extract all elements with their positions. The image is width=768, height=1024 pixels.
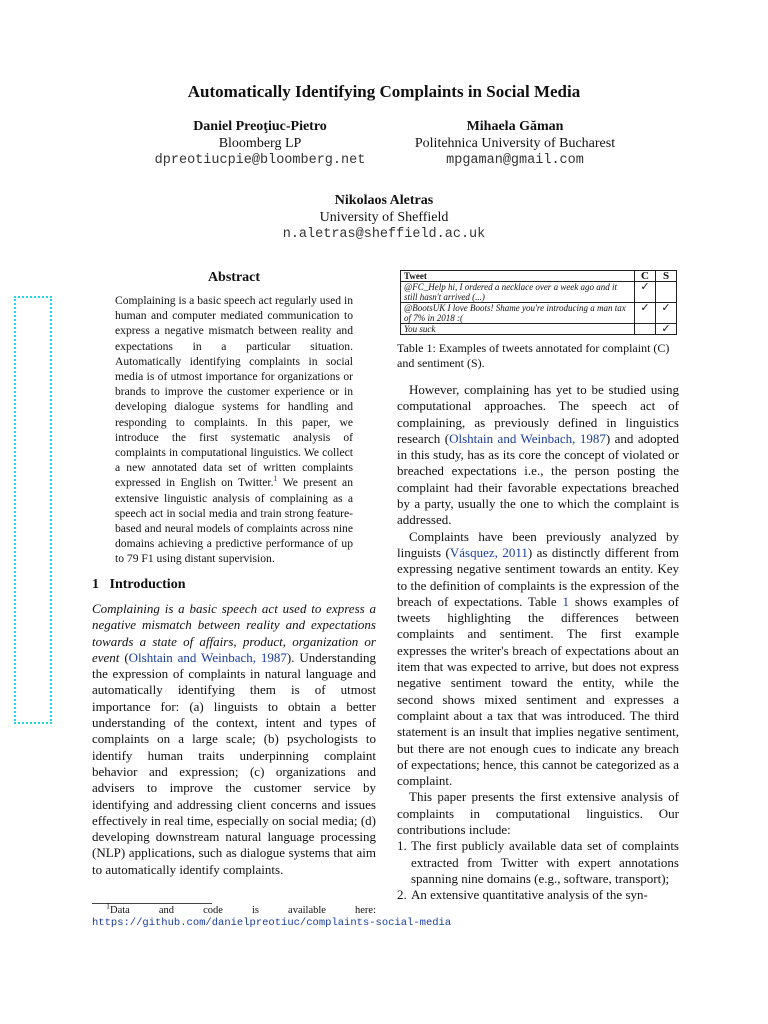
sentiment-check: ✓ [656,303,677,324]
complaint-check: ✓ [635,282,656,303]
paragraph-text: However, complaining has yet to be studied using computational approaches. The speech act of complaining, as previously defined in linguistics research ( [397,382,679,446]
paragraph-text: shows examples of tweets highlighting the differences between complaints and sentiment. The first example expresses the writer's breach of expectations about an item that was expected to arrive, but does not express negative sentiment toward the entity, while the second shows mixed sentiment and expresses a complaint about a tax that was introduced. The third statement is an insult that implies negative sentiment, but there are not enough cues to indicate any breach of expectations; hence, this cannot be categorized as a complaint. [397,593,679,789]
author-name: Daniel Preoţiuc-Pietro [193,119,327,134]
footnote-text: Data and code is available here: [110,905,376,916]
footnote-number: 1 [106,901,110,911]
list-item [397,887,679,903]
abstract-text: We present an extensive linguistic analysis of complaining as a speech act in social media and train strong feature-based and neural models of complaints across nine domains achieving a predictive performance of up to 79 F1 using distant supervision. [115,476,353,566]
paragraph [397,529,679,790]
table-row [401,282,677,303]
abstract-heading: Abstract [207,270,261,285]
list-text: An extensive quantitative analysis of the syn- [411,887,648,903]
footnote-divider [92,903,212,904]
author-name: Nikolaos Aletras [334,193,434,208]
sentiment-check [656,282,677,303]
paragraph-text: ) as distinctly different from expressing negative sentiment towards an entity. Key to the definition of complaints is the expression of the breach of expectations. Table [397,544,679,609]
abstract-text: Complaining is a basic speech act regularly used in human and computer mediated communication to express a negative mismatch between reality and expectations in a particular situation. Automatically identifying complaints in social media is of utmost importance for organizations or brands to improve the customer experience or in developing dialogue systems for handling and responding to complaints. In this paper, we introduce the first systematic analysis of complaints in computational linguistics. We collect a new annotated data set of written complaints expressed in English on Twitter. [115,294,353,490]
paragraph-text: Complaints have been previously analyzed by linguists ( [397,528,679,560]
abstract-body [115,293,353,567]
author-email: dpreotiucpie@bloomberg.net [154,153,366,168]
author-email: n.aletras@sheffield.ac.uk [282,227,486,242]
tweets-table [400,270,677,335]
table-header-row [401,271,677,282]
right-column [397,382,679,904]
citation-link[interactable]: Vásquez, 2011 [449,544,528,560]
section-title: Introduction [109,577,186,592]
author-block [234,192,534,243]
footnote-url[interactable]: https://github.com/danielpreotiuc/complaints-social-media [92,917,452,929]
table-row [401,324,677,335]
complaint-check: ✓ [635,303,656,324]
paper-title: Automatically Identifying Complaints in Social Media [187,82,581,101]
table-caption: Table 1: Examples of tweets annotated for complaint (C) and sentiment (S). [397,341,670,370]
author-email: mpgaman@gmail.com [446,153,584,168]
citation-link[interactable]: Olshtain and Weinbach, 1987 [128,649,287,665]
complaint-check [635,324,656,335]
table-header: C [635,271,656,282]
footnote [92,901,452,929]
section-heading [92,577,185,593]
author-affiliation: University of Sheffield [319,210,449,225]
author-affiliation: Bloomberg LP [218,136,302,151]
section-number: 1 [92,577,99,592]
paragraph: This paper presents the first extensive analysis of complaints in computational linguistics. Our contributions include: [397,789,679,838]
selection-box [14,296,52,724]
intro-paragraph: Complaining is a basic speech act used to express a negative mismatch between reality and expectations towards a state of affairs, product, organization or event (Olshtain and Weinbach, 1987). Understanding the expression of complaints in natural language and automatically identifying them is of utmost importance for: (a) linguists to obtain a better understanding of the context, intent and types of complaints on a large scale; (b) psychologists to identify human traits underpinning complaint behavior and expression; (c) organizations and advisers to improve the customer service by identifying and addressing client concerns and issues effectively in real time, especially on social media; (d) developing downstream natural language processing (NLP) applications, such as dialogue systems that aim to automatically identify complaints. [92,601,376,877]
table-row [401,303,677,324]
table-ref-link[interactable]: 1 [562,593,570,609]
paragraph-text: ) and adopted in this study, has as its core the concept of violated or breached expectations i.e., the person posting the complaint had their favorable expectations breached by a party, usually the one to which the complaint is addressed. [397,430,679,528]
table-header: S [656,271,677,282]
tweet-cell: @BootsUK I love Boots! Shame you're introducing a man tax of 7% in 2018 :( [401,303,635,324]
table-header: Tweet [401,271,635,282]
author-block [130,118,390,169]
citation-link[interactable]: Olshtain and Weinbach, 1987 [449,430,606,446]
complaint-definition: Complaining is a basic speech act used to express a negative mismatch between reality and expectations towards a state of affairs, product, organization or event [92,601,376,665]
tweet-cell: @FC_Help hi, I ordered a necklace over a week ago and it still hasn't arrived (...) [401,282,635,303]
list-number: 1. [397,838,407,854]
list-item [397,838,679,887]
intro-text: Understanding the expression of complaints in natural language and automatically identifying them is of utmost importance for: (a) linguists to obtain a better understanding of the context, intent and types of complaints on a large scale; (b) psychologists to identify human traits underpinning complaint behavior and expression; (c) organizations and advisers to improve the customer service by identifying and addressing client concerns and issues effectively in real time, especially on social media; (d) developing downstream natural language processing (NLP) applications, such as dialogue systems that aim to automatically identify complaints. [92,649,376,877]
author-block [390,118,640,169]
footnote-ref[interactable]: 1 [273,474,278,484]
list-number: 2. [397,887,407,903]
list-text: The first publicly available data set of complaints extracted from Twitter with expert annotations spanning nine domains (e.g., software, transport); [411,838,679,886]
author-affiliation: Politehnica University of Bucharest [414,136,616,151]
sentiment-check: ✓ [656,324,677,335]
paragraph [397,382,679,529]
tweet-cell: You suck [401,324,635,335]
author-name: Mihaela Găman [466,119,564,134]
